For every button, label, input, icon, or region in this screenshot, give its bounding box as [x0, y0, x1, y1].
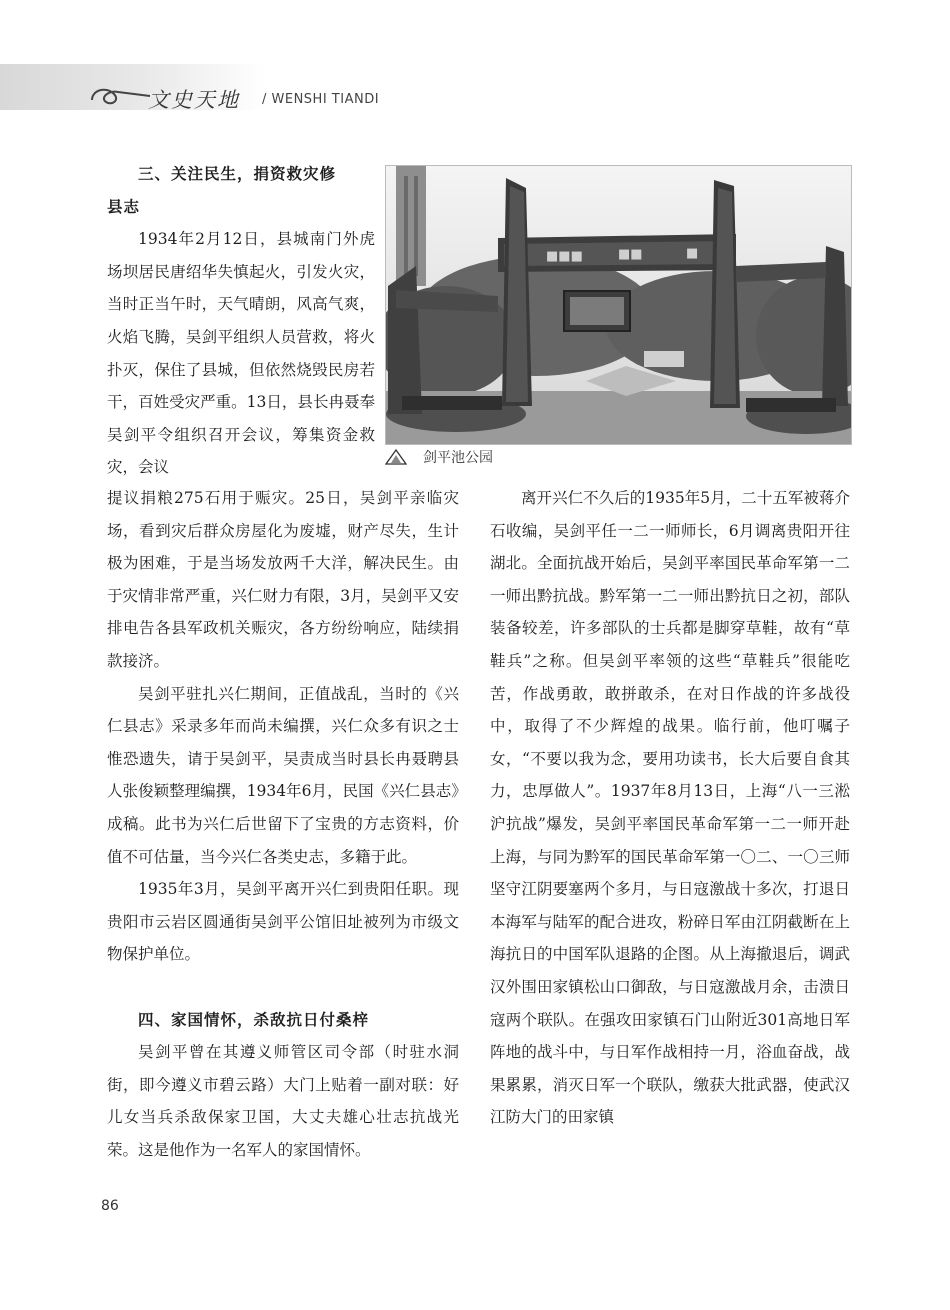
left-column-text — [107, 482, 459, 1166]
magazine-title: 文史天地 — [148, 88, 240, 112]
section3-paragraph-2: 吴剑平驻扎兴仁期间，正值战乱，当时的《兴仁县志》采录多年而尚未编撰，兴仁众多有识之士惟恐遗失，请于吴剑平，吴责成当时县长冉聂聘县人张俊颖整理编撰，1934年6月，民国《兴仁县志》成稿。此书为兴仁后世留下了宝贵的方志资料，价值不可估量，当今兴仁各类史志，多籍于此。 — [107, 684, 459, 866]
photo-caption — [385, 446, 493, 468]
section3-paragraph-1b: 提议捐粮275石用于赈灾。25日，吴剑平亲临灾场，看到灾后群众房屋化为废墟，财产尽失，生计极为困难，于是当场发放两千大洋，解决民生。由于灾情非常严重，兴仁财力有限，3月，吴剑平又安排电告各县军政机关赈灾，各方纷纷响应，陆续捐款接济。 — [107, 489, 459, 670]
park-photo — [385, 165, 852, 445]
section4-heading: 四、家国情怀，杀敌抗日付桑梓 — [138, 1010, 370, 1029]
section3-heading-line2: 县志 — [107, 197, 141, 216]
svg-text:■■: ■■ — [618, 247, 643, 262]
section3-paragraph-3: 1935年3月，吴剑平离开兴仁到贵阳任职。现贵阳市云岩区圆通街吴剑平公馆旧址被列为市级文物保护单位。 — [107, 880, 459, 964]
right-paragraph-1: 离开兴仁不久后的1935年5月，二十五军被蒋介石收编，吴剑平任一二一师师长，6月调离贵阳开往湖北。全面抗战开始后，吴剑平率国民革命军第一二一师出黔抗战。黔军第一二一师出黔抗日之初，部队装备较差，许多部队的士兵都是脚穿草鞋，故有“草鞋兵”之称。但吴剑平率领的这些“草鞋兵”很能吃苦，作战勇敢，敢拼敢杀，在对日作战的许多战役中，取得了不少辉煌的战果。临行前，他叮嘱子女，“不要以我为念，要用功读书，长大后要自食其力，忠厚做人”。1937年8月13日，上海“八一三淞沪抗战”爆发，吴剑平率国民革命军第一二一师开赴上海，与同为黔军的国民革命军第一〇二、一〇三师坚守江阴要塞两个多月，与日寇激战十多次，打退日本海军与陆军的配合进攻，粉碎日军由江阴截断在上海抗日的中国军队退路的企图。从上海撤退后，调武汉外围田家镇松山口御敌，与日寇激战月余，击溃日寇两个联队。在强攻田家镇石门山附近301高地日军阵地的战斗中，与日军作战相持一月，浴血奋战，战果累累，消灭日军一个联队，缴获大批武器，使武汉江防大门的田家镇 — [490, 489, 850, 1127]
svg-text:■■■: ■■■ — [546, 249, 583, 264]
right-column-text — [490, 482, 850, 1134]
section3-top-text — [107, 158, 375, 484]
section3-heading: 三、关注民生，捐资救灾修 — [138, 165, 337, 183]
page-number: 86 — [101, 1198, 119, 1214]
photo-caption-text: 剑平池公园 — [423, 450, 493, 466]
magazine-title-en: / WENSHI TIANDI — [262, 92, 380, 107]
section3-paragraph-1a: 1934年2月12日，县城南门外虎场坝居民唐绍华失慎起火，引发火灾，当时正当午时，天气晴朗，风高气爽，火焰飞腾，吴剑平组织人员营救，将火扑灭，保住了县城，但依然烧毁民房若干，百姓受灾严重。13日，县长冉聂奉吴剑平令组织召开会议，筹集资金救灾，会议 — [107, 230, 375, 477]
svg-text:■: ■ — [686, 246, 699, 261]
section4-paragraph-1: 吴剑平曾在其遵义师管区司令部（时驻水洞街，即今遵义市碧云路）大门上贴着一副对联：好儿女当兵杀敌保家卫国，大丈夫雄心壮志抗战光荣。这是他作为一名军人的家国情怀。 — [107, 1043, 459, 1159]
triangle-caption-icon — [385, 449, 407, 465]
